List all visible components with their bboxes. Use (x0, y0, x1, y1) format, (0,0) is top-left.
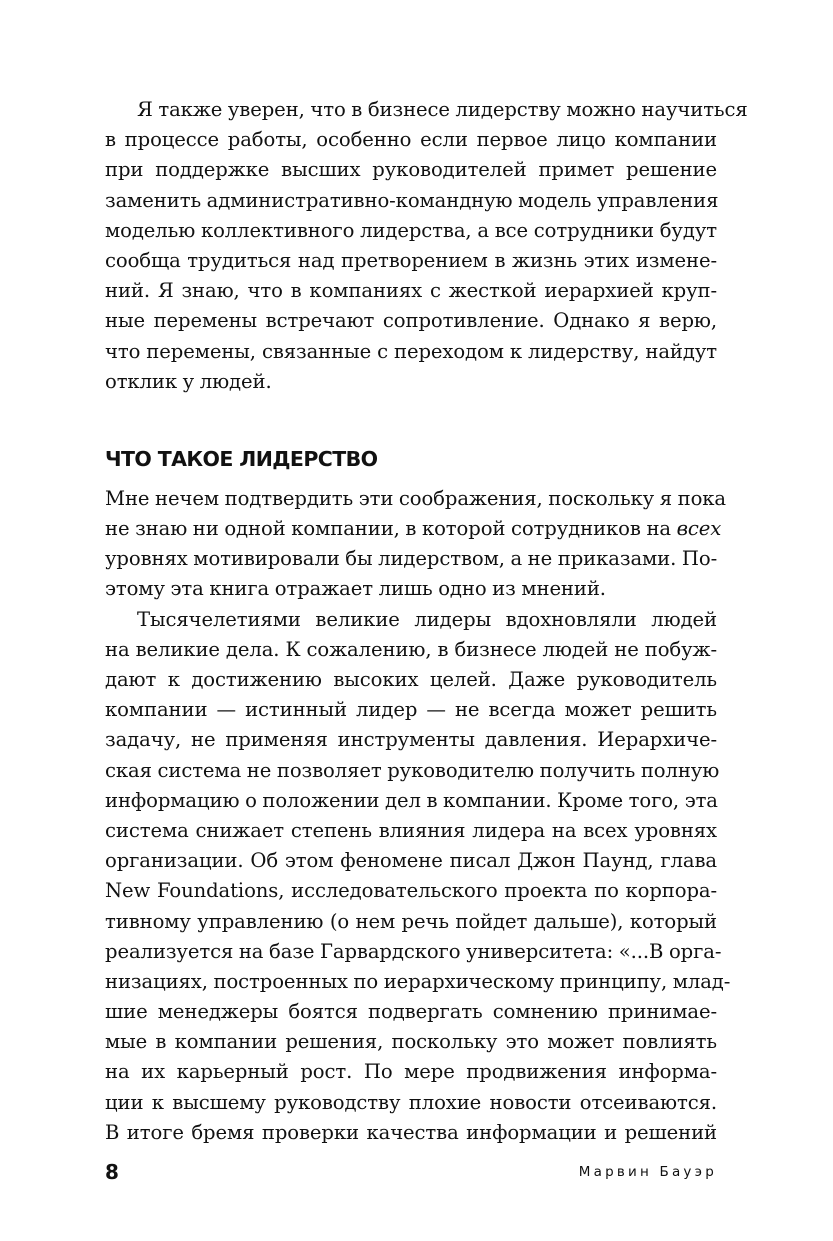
paragraph-2 (105, 484, 727, 605)
text-line: мые в компании решения, поскольку это может повлиять (105, 1030, 717, 1054)
text-line: ний. Я знаю, что в компаниях с жесткой иерархией круп- (105, 279, 717, 303)
text-line: уровнях мотивировали бы лидерством, а не приказами. По- (105, 547, 718, 571)
text-line: Тысячелетиями великие лидеры вдохновляли людей (137, 607, 717, 631)
text-line: на великие дела. К сожалению, в бизнесе людей не побуж- (105, 637, 717, 661)
text-line: задачу, не применяя инструменты давления. Иерархиче- (105, 728, 717, 752)
text-line: В итоге бремя проверки качества информации и решений (105, 1120, 717, 1144)
text-line (105, 514, 722, 544)
text-line: компании — истинный лидер — не всегда может решить (105, 698, 717, 722)
running-head-author: Марвин Бауэр (578, 1164, 717, 1180)
text-line: Я также уверен, что в бизнесе лидерству можно научиться (137, 98, 748, 121)
page-footer (105, 1160, 717, 1184)
page-body (105, 95, 748, 1148)
text-line: этому эта книга отражает лишь одно из мнений. (105, 577, 606, 601)
section-heading: ЧТО ТАКОЕ ЛИДЕРСТВО (105, 446, 378, 471)
text-line: тивному управлению (о нем речь пойдет дальше), который (105, 909, 717, 933)
text-line: ции к высшему руководству плохие новости отсеиваются. (105, 1090, 717, 1114)
text-line: в процессе работы, особенно если первое лицо компании (105, 128, 717, 152)
text-line: моделью коллективного лидерства, а все сотрудники будут (105, 218, 717, 242)
text-line: ская система не позволяет руководителю получить полную (105, 758, 720, 782)
text-line: организации. Об этом феномене писал Джон Паунд, глава (105, 849, 717, 873)
text-line: шие менеджеры боятся подвергать сомнению принимае- (105, 1000, 717, 1024)
text-line: информацию о положении дел в компании. Кроме того, эта (105, 788, 718, 812)
text-line: что перемены, связанные с переходом к лидерству, найдут (105, 339, 717, 363)
text-run: не знаю ни одной компании, в которой сотрудников на (105, 517, 677, 541)
paragraph-1 (105, 95, 748, 397)
text-line: отклик у людей. (105, 369, 272, 393)
page-number: 8 (105, 1160, 119, 1184)
text-line: New Foundations, исследовательского проекта по корпора- (105, 879, 717, 903)
paragraph-3 (105, 605, 731, 1148)
text-line: дают к достижению высоких целей. Даже руководитель (105, 668, 717, 691)
text-line: низациях, построенных по иерархическому принципу, млад- (105, 969, 731, 993)
text-line: реализуется на базе Гарвардского университета: «...В орга- (105, 939, 722, 963)
text-line: ные перемены встречают сопротивление. Однако я верю, (105, 309, 717, 333)
italic-emphasis: всех (676, 517, 722, 541)
text-line: на их карьерный рост. По мере продвижения информа- (105, 1060, 717, 1084)
text-line: сообща трудиться над претворением в жизнь этих измене- (105, 248, 717, 272)
text-line: Мне нечем подтвердить эти соображения, поскольку я пока (105, 486, 727, 510)
text-line: система снижает степень влияния лидера на всех уровнях (105, 818, 717, 842)
text-line: при поддержке высших руководителей примет решение (105, 158, 717, 182)
text-line: заменить административно-командную модель управления (105, 188, 719, 212)
